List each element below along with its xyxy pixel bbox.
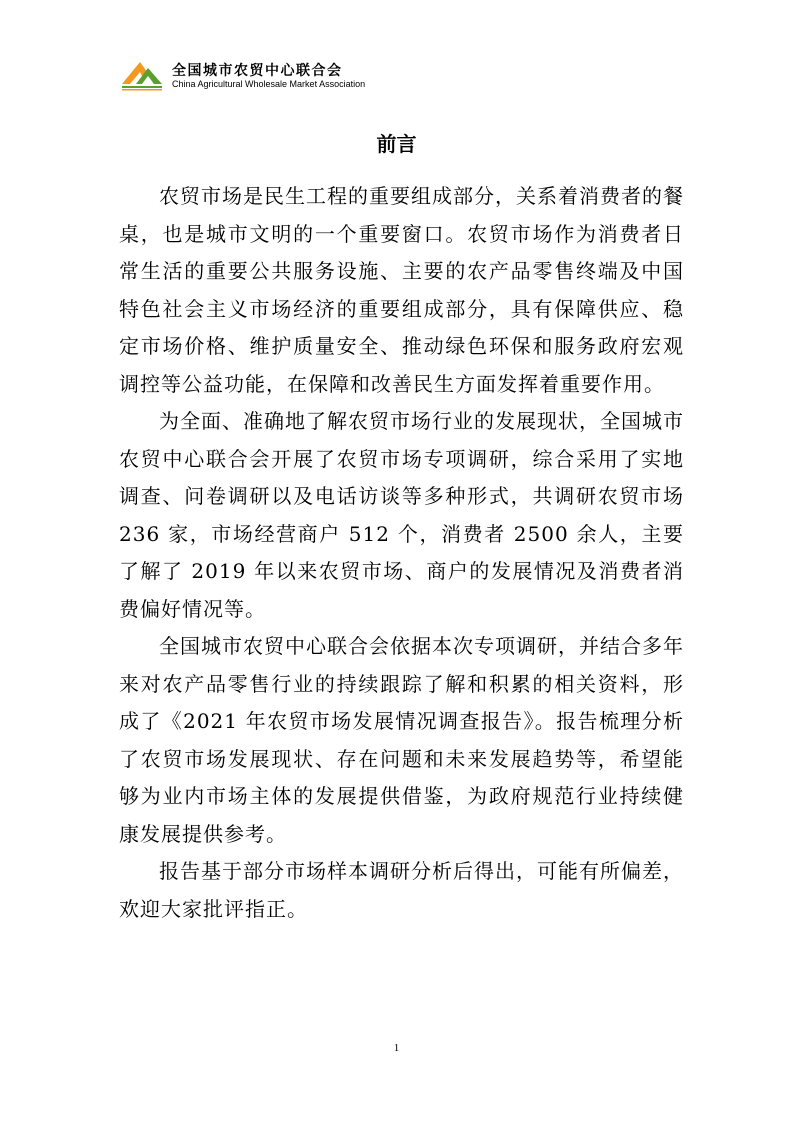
page-title: 前言 <box>376 132 417 156</box>
org-name-en: China Agricultural Wholesale Market Association <box>172 79 366 89</box>
association-logo <box>120 58 164 92</box>
page-header <box>120 58 420 94</box>
page-number: 1 <box>393 1042 400 1054</box>
paragraph-4: 报告基于部分市场样本调研分析后得出，可能有所偏差，欢迎大家批评指正。 <box>119 859 684 921</box>
preface-body <box>119 178 684 928</box>
org-name-cn: 全国城市农贸中心联合会 <box>172 63 343 79</box>
paragraph-2: 为全面、准确地了解农贸市场行业的发展现状，全国城市农贸中心联合会开展了农贸市场专项调研，综合采用了实地调查、问卷调研以及电话访谈等多种形式，共调研农贸市场 236 家，市场经营商户 512 个，消费者 2500 余人，主要了解了 2019 年以来农贸市场、商户的发展情况及消费者消费偏好情况等。 <box>119 409 684 621</box>
paragraph-3: 全国城市农贸中心联合会依据本次专项调研，并结合多年来对农产品零售行业的持续跟踪了解和积累的相关资料，形成了《2021 年农贸市场发展情况调查报告》。报告梳理分析了农贸市场发展现状、存在问题和未来发展趋势等，希望能够为业内市场主体的发展提供借鉴，为政府规范行业持续健康发展提供参考。 <box>119 634 684 846</box>
paragraph-1: 农贸市场是民生工程的重要组成部分，关系着消费者的餐桌，也是城市文明的一个重要窗口。农贸市场作为消费者日常生活的重要公共服务设施、主要的农产品零售终端及中国特色社会主义市场经济的重要组成部分，具有保障供应、稳定市场价格、维护质量安全、推动绿色环保和服务政府宏观调控等公益功能，在保障和改善民生方面发挥着重要作用。 <box>119 184 684 396</box>
